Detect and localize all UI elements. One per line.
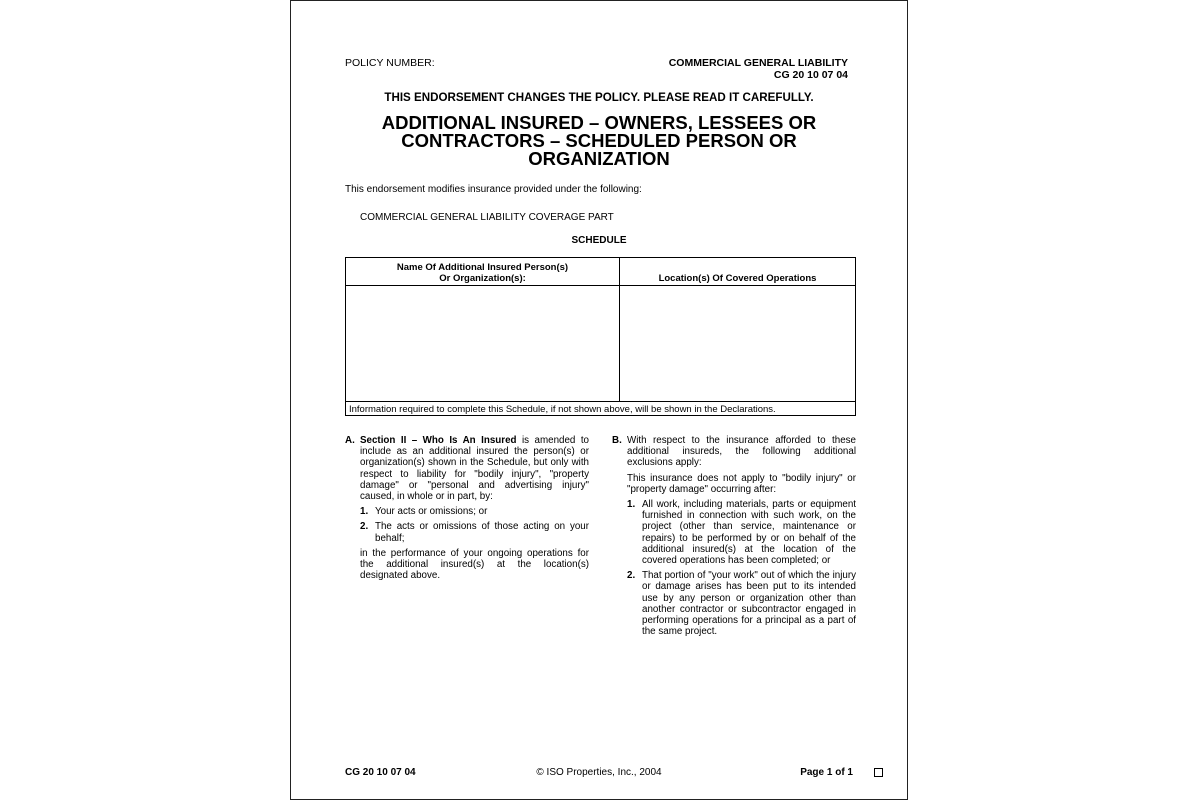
modifies-text: This endorsement modifies insurance provided under the following: — [345, 184, 642, 195]
title-line: ADDITIONAL INSURED – OWNERS, LESSEES OR — [381, 112, 817, 133]
section-a-body — [345, 506, 589, 581]
list-item-text: That portion of "your work" out of which the injury or damage arises has been put to its intended use by any person or organization other than another contractor or subcontractor engaged in performing operations for a principal as a part of the same project. — [642, 570, 856, 638]
section-b-label: B. — [612, 435, 622, 446]
list-item-number: 1. — [360, 506, 369, 518]
section-b-sub: This insurance does not apply to "bodily injury" or "property damage" occurring after: — [627, 472, 856, 495]
footer-divider — [346, 401, 855, 402]
form-type: COMMERCIAL GENERAL LIABILITY — [668, 57, 848, 69]
document-page — [290, 0, 908, 800]
form-header — [669, 57, 848, 81]
list-item-text: All work, including materials, parts or equipment furnished in connection with such work, on the project (other than service, maintenance or repairs) to be performed by or on behalf of the additional insured(s) at the location of the covered operations has been completed; or — [642, 499, 856, 567]
schedule-title: SCHEDULE — [571, 235, 627, 246]
section-b-intro — [612, 435, 856, 469]
list-item — [360, 521, 589, 543]
list-item-number: 1. — [627, 499, 636, 511]
list-item-number: 2. — [360, 521, 369, 533]
schedule-table — [345, 257, 856, 416]
section-a — [345, 435, 589, 585]
list-item — [627, 499, 856, 566]
column-header-name — [346, 262, 619, 284]
page-title — [291, 114, 907, 168]
square-icon — [874, 768, 883, 777]
section-a-intro-text: is amended to include as an additional insured the person(s) or organization(s) shown in the Schedule, but only with respect to liability for "bodily injury", "property damage" or "personal and advertising injury" caused, in whole or in part, by: — [360, 435, 590, 503]
section-b-body — [612, 473, 856, 638]
list-item-text: The acts or omissions of those acting on your behalf; — [375, 521, 589, 544]
footer-form-code: CG 20 10 07 04 — [345, 767, 416, 778]
endorsement-banner: THIS ENDORSEMENT CHANGES THE POLICY. PLEASE READ IT CAREFULLY. — [384, 91, 814, 104]
footer-copyright: © ISO Properties, Inc., 2004 — [536, 767, 662, 778]
section-a-intro — [345, 435, 589, 502]
policy-number-label: POLICY NUMBER: — [345, 57, 435, 69]
name-cell[interactable] — [346, 286, 619, 401]
list-item — [627, 570, 856, 637]
schedule-note: Information required to complete this Schedule, if not shown above, will be shown in the Declarations. — [349, 404, 776, 415]
title-line: CONTRACTORS – SCHEDULED PERSON OR — [401, 130, 797, 151]
form-code: CG 20 10 07 04 — [773, 69, 848, 81]
list-item — [360, 506, 589, 517]
coverage-part: COMMERCIAL GENERAL LIABILITY COVERAGE PART — [360, 212, 614, 223]
section-a-label: A. — [345, 435, 355, 446]
location-cell[interactable] — [620, 286, 855, 401]
column-header-line: Or Organization(s): — [439, 273, 526, 284]
section-a-heading: Section II – Who Is An Insured — [360, 435, 517, 446]
section-b-intro-text: With respect to the insurance afforded to these additional insureds, the following additional exclusions apply: — [627, 435, 856, 469]
column-header-line: Name Of Additional Insured Person(s) — [396, 262, 569, 273]
section-a-closing: in the performance of your ongoing operations for the additional insured(s) at the location(s) designated above. — [360, 547, 589, 582]
column-header-location: Location(s) Of Covered Operations — [658, 273, 817, 284]
list-item-text: Your acts or omissions; or — [375, 506, 488, 518]
list-item-number: 2. — [627, 570, 636, 582]
section-b — [612, 435, 856, 641]
title-line: ORGANIZATION — [528, 148, 670, 169]
footer-page-number: Page 1 of 1 — [800, 767, 853, 778]
